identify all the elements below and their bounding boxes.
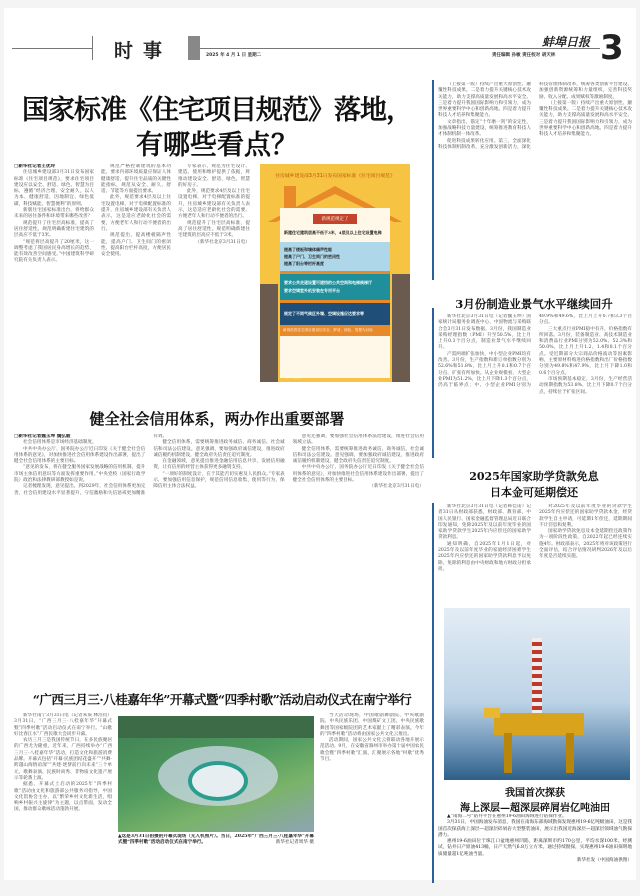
paragraph: 对2025年及以前年度毕业的贷款学生2025年内应偿还的国家助学贷款本金，经贷款学生自主申请，可延期1年偿还，延期期间不计罚息和复利。 [539,504,632,528]
section-title: 时事 [114,40,173,62]
section-block [188,36,200,60]
photo-credit: 新华社记者周华 摄 [275,840,314,846]
paragraph: 当天活动现场，中国歌剧舞剧院、中央歌剧院、中央民族乐团、中国煤矿文工团、中央民族歌舞团等国家级院团的艺术家献上了精彩表演。今年的“四季村歌”活动将由国家公共文化云推出。 [320,713,424,737]
guangxi-photo [118,716,314,832]
paragraph: 新华社北京3月31日电（记者魏玉坤）国家统计局服务业调查中心、中国物流与采购联合会3月31日发布数据，3月份，我国制造业采购经理指数（PMI）升至50.5%，比上月上升0.3个百分点，制造业景气水平继续回升。 [438,314,531,351]
dateline: （新华社北京3月31日电） [195,239,250,245]
paragraph: 3月31日，中国海油发布消息，我国在南海东部海域勘探发现惠州19-6亿吨级油田，这是我国首次探获海上深层—超深层碎屑岩大型整装油田，展示出我国近海深层—超深层领域油气勘探潜力。 [438,820,632,838]
paragraph: 在金融领域，意见提出推进金融信用信息共享，发展信用融资，让有信用的经营主体获得更多融资支持。 [153,459,285,471]
paragraph: 市场预期基本稳定，3月份，生产经营活动预期指数为53.8%，比上月下降0.7个百分点，持续位于扩张区间。 [539,376,632,395]
lead-body-col2 [101,164,171,378]
paragraph: 通知明确，自2025年1月1日起，对2025年及以前年度毕业的家庭经济困难学生2025年内应偿还的国家助学贷款利息予以免除，免除的利息由中央财政和地方财政分担承担。 [438,541,531,572]
paragraph: 新华社北京3月31日电（记者韩佳诺）记者31日从财政部获悉，财政部、教育部、中国人民银行、国家金融监督管理总局近日联合印发通知，免除2025年及以前年度毕业的国家助学贷款学生2025年内应偿还的国家助学贷款利息。 [438,504,531,541]
paragraph: （上接第一版）持续产出重大原创性、颠覆性科技成果。二是着力提升关键核心技术攻关能力，助力支撑高质量发展和高水平安全。三是着力提升我国国际影响力和引领力，成为世界重要科学中心和创新高地。四是着力提升科技人才培养和集聚能力。 [539,100,632,138]
info-row: 提高了楼板和墙体隔声性能 [284,247,332,252]
blue-rule-top [432,80,434,280]
infographic-credit: 新华社发 [286,375,301,379]
lead-body-col1 [14,164,94,378]
info-block-light [280,242,390,271]
paragraph: “规范将层高提升了20厘米，这一调整考虑了我国居民身高增长的趋势，能有效改善空间感受。”中国建筑科学研究院有关负责人表示。 [14,239,94,264]
paragraph: 规范提升了住宅层高标准，提高了居住舒适性。规范明确新建住宅建筑的层高应不低于3米。 [178,220,250,239]
paragraph: 专家表示，规范为住宅设计、建造、使用和维护提供了依据，将推动建设安全、舒适、绿色、智慧的好房子。 [178,164,250,188]
paragraph: 规范提升了住宅层高标准，提高了居住舒适性。规范明确新建住宅建筑的层高应不低于3米。 [14,220,94,239]
info-row: 提高了户门、卫生间门的密闭性 [284,254,340,259]
paragraph: 活动期间，国家公共文化云将联动各地开展示范活动。9月，在安徽省滁州市举办第十届中国农民歌会暨“四季村歌”汇演，汇聚展示各地“村歌”优秀节目。 [320,738,424,763]
paragraph: 新版住宅国家标准出台，将给群众未来的居住条件和环境带来哪些改善？ [14,208,94,220]
info-row: 提高了阳台等栏杆高度 [284,261,324,266]
lead-byline: □新华社记者王优玲 [14,164,56,169]
pmi-headline: 3月份制造业景气水平继续回升 [455,297,613,311]
lead-headline-2: 有哪些看点？ [136,130,298,161]
paragraph: “一项好的制度设计，在于其能否切实惠及人民群众。”专家表示，要加强信用信息保护，规范信用信息收集、使用等行为，保障信用主体合法权益。 [153,471,285,490]
oil-headline-2: 海上深层—超深层碎屑岩亿吨油田 [460,803,610,814]
newspaper-page [4,8,636,880]
oil-platform-photo [444,608,630,780]
pmi-body [438,314,632,456]
credit-headline: 健全社会信用体系，两办作出重要部署 [89,410,345,428]
credit-body [14,434,424,654]
paragraph: 健全信用体系，需要统筹推进政务诚信、商务诚信、社会诚信和司法公信建设。意见强调，要加强政府诚信建设，推进政府诚信履约机制建设，健全政府失信责任追究制度。 [153,440,285,458]
blue-rule-bottom [432,503,434,883]
oil-body [438,814,632,876]
lead-body-col3 [178,164,250,378]
info-block-dark: 规定了不同气候区外墙、空调设施应达要求等 [280,303,390,325]
header-rule-left [12,48,92,49]
paragraph: 据悉，开幕式上启动的2025年“四季村歌”活动由文化和旅游部公共服务司指导，中国文化馆协会主办，以“繁荣乡村文化新生活，唱响乡村振兴主旋律”为主题，以点带面，发动全国，推动群众歌咏活动蓬勃开展。 [14,782,112,813]
paragraph: “意见的发布，将在健全服务国家发展战略的信用机制、提升市场主体信用意识等方面发挥重要作用。”中央党校（国家行政学院）政治和法律教研部教授如是说。 [14,465,146,484]
loan-body [438,504,632,596]
info-row: 要求公共走道设置可遮挡的公共空间和电梯候梯厅 [284,280,372,285]
infographic [260,164,410,382]
header-divider [92,36,93,60]
blue-rule-mid [432,308,434,458]
building-left [260,284,278,382]
info-footer: 新规范将住宅项目建设以安全、舒适、绿色、智慧为目标 [280,325,390,336]
info-block-teal [280,274,390,300]
editors: 责任编辑 孙敏 责任校对 胡天林 [492,53,556,58]
guangxi-caption [118,834,314,864]
paragraph: 规范提出，提高楼板隔声性能，提高户门、卫生间门的密闭性，提高阳台栏杆高度，方便居民安全使用。 [101,233,171,258]
tech-continued [438,82,632,278]
lead-headline-1: 国家标准《住宅项目规范》落地， [22,95,412,126]
infographic-title: 住房城乡建设部3月31日发布国家标准《住宅项目规范》 [275,174,395,179]
paragraph: 住房城乡建设部3月31日发布国家标准《住宅项目规范》，要求住宅项目建设应以安全、舒适、绿色、智慧为目标，遵循“经济合理、安全耐久，以人为本、健康舒适，因地制宜、绿色低碳，科技赋能、智慧便利”的原则。 [14,170,94,207]
paragraph: 社会信用体系是市场经济基础制度。 [23,440,97,446]
paragraph: 促进科技成果转化应用。第三，全面深化科技体制机制改革，充分激发创新活力，深化科技管理体制改革，统筹各类创新平台建设，加强创新资源统筹和力量组织，完善科技奖励、收入分配、成果赋权等激励制度。 [438,82,632,150]
paragraph: 中共中央办公厅、国务院办公厅近日印发《关于健全社会信用体系的意见》，对加快推进社会信用体系建设作出部署，提出了健全社会信用体系的主要目标。 [14,446,146,465]
paragraph: 此外，规范要求4层及以上住宅设置电梯，对于电梯配置标准的提升，住房城乡建设部有关负责人表示，这是适应老龄化社会的需要，方便老年人和行动不便者的出行。 [101,195,171,232]
dateline: （新华社北京3月31日电） [369,484,424,490]
paragraph: 产需两端扩张加快，中小型企业PMI均有改善。3月份，生产指数和新订单指数分别为52.6%和51.8%，比上月上升0.1和0.7个百分点，扩张有所加快。从企业规模看，大型企业PMI为51.2%，比上月下降1.3个百分点，仍高于临界点；中、小型企业PMI分别为49.9%和49.6%，比上月上升0.7和3.3个百分点。 [438,314,632,389]
info-row: 新建住宅建筑层高不低于3米，4层及以上住宅设置电梯 [284,230,382,235]
loan-headline-2: 日本金可延期偿还 [490,486,578,499]
caption-text: ▲这是3月31日拍摄的开幕式现场（无人机照片）。当日，2025年“广西三月三·八桂嘉年华”开幕式暨“四季村歌”活动启动仪式在南宁举行。 [118,834,314,846]
loan-headline-1: 2025年国家助学贷款免息 [469,470,599,483]
header-rule-right [200,48,600,49]
paragraph: 农历三月三是我国传统节日，在多民族聚居的广西尤为隆重。近年来，广西持续举办“广西三月三·八桂嘉年华”活动，打造文化和旅游消费品牌。开幕式包括“开幕·民族团结花盛开”“共舞·跨越山海情谊深”“共建·逐梦前行向未来”三个单元，歌舞表演、民族时尚秀、非物质文化遗产展示等轮番上演。 [14,738,112,781]
caption-text: ▲“南海二号”钻井平台在惠州19-6油田海域进行钻探作业。 [447,814,567,819]
paragraph: 文章指出，锚定“十年磨一剑”的安定性，加强战略科技力量建设，统筹推进教育科技人才体制机制一体改革。 [438,119,531,138]
guangxi-body-col1 [14,713,112,863]
issue-date: 2025 年 4 月 1 日 星期二 [206,53,262,58]
paragraph: 记者梳理发现，意见提出，到2029年，社会信用体系更加完善，社会信用建设水平显著提升，守信激励和失信惩戒更加精准有效。 [14,434,168,496]
paragraph: 规范严格控制建筑的基本功能，要求内部环境质量应保证人体健康舒适，提升住宅品质的关键性能指标，规范从安全、耐久、舒适、节能等方面提出要求。 [101,164,171,195]
paragraph: 健全信用体系，需要统筹推进政务诚信、商务诚信、社会诚信和司法公信建设。意见强调，要加强政府诚信建设，推进政府诚信履约机制建设，健全政府失信责任追究制度。 [292,446,424,465]
guangxi-body-col3 [320,713,424,863]
photo-credit: 新华社发（中国海油供图） [576,858,632,864]
paragraph: 意见还强调，要加强社会信用体系法治建设，推进社会信用领域立法。 [292,434,424,446]
guangxi-headline: “广西三月三·八桂嘉年华”开幕式暨“四季村歌”活动启动仪式在南宁举行 [32,692,412,707]
paragraph: （上接第一版）持续产出重大原创性、颠覆性科技成果。二是着力提升关键核心技术攻关能力，助力支撑高质量发展和高水平安全。三是着力提升我国国际影响力和引领力，成为世界重要科学中心和创新高地。四是着力提升科技人才培养和集聚能力。 [438,82,531,119]
infographic-badge: 新规范规定了 [313,214,357,224]
paragraph: 此外，规范要求4层及以上住宅设置电梯，对于电梯配置标准的提升，住房城乡建设部有关负责人表示，这是适应老龄化社会的需要，方便老年人和行动不便者的出行。 [178,189,250,220]
paragraph: 惠州19-6油田位于珠江口盆地惠州凹陷，距离深圳市约170公里，平均水深100米。经测试，钻井日产原油413桶，日产天然气6.8万立方米。通过持续勘探，实现惠州19-6油田探明地质储量超1亿吨油当量。 [438,839,632,857]
page-number: 3 [600,28,624,68]
info-row: 要求空调室外机安装在专用平台 [284,288,340,293]
paragraph: 中共中央办公厅、国务院办公厅近日印发《关于健全社会信用体系的意见》，对加快推进社会信用体系建设作出部署，提出了健全社会信用体系的主要目标。 [292,465,424,484]
building-right [392,274,410,382]
paragraph: 三大重点行业PMI稳中有升，价格指数有所回落。3月份，装备制造业、高技术制造业和消费品行业PMI分别为52.0%、52.3%和50.0%，比上月上升1.2、1.4和0.1个百分点。受近期部分大宗商品价格波动等因素影响，主要原材料购进价格指数和出厂价格指数分别为49.8%和47.9%，比上月下降1.0和0.6个百分点。 [539,326,632,376]
oil-headline-1: 我国首次探获 [505,788,565,799]
masthead: 蚌埠日报 [542,35,591,49]
paragraph: 新华社南宁3月31日电（记者朱柒 林浩钧）3月31日，“广西三月三·八桂嘉年华”开幕式暨“四季村歌”活动启动仪式在南宁举行。“山歌好比春江水”广西民歌大会同步开幕。 [14,713,112,737]
paragraph: 国家助学贷款免息及本金延期偿还政策作为一项阶段性政策，自2022年起已经连续实施4年。财政部表示，2025年将对该政策进行全面评估，结合评估情况研判2026年及以后年度是否延续实施。 [539,529,632,560]
credit-byline: □新华社记者魏玉坤 魏弘毅 [14,434,71,439]
